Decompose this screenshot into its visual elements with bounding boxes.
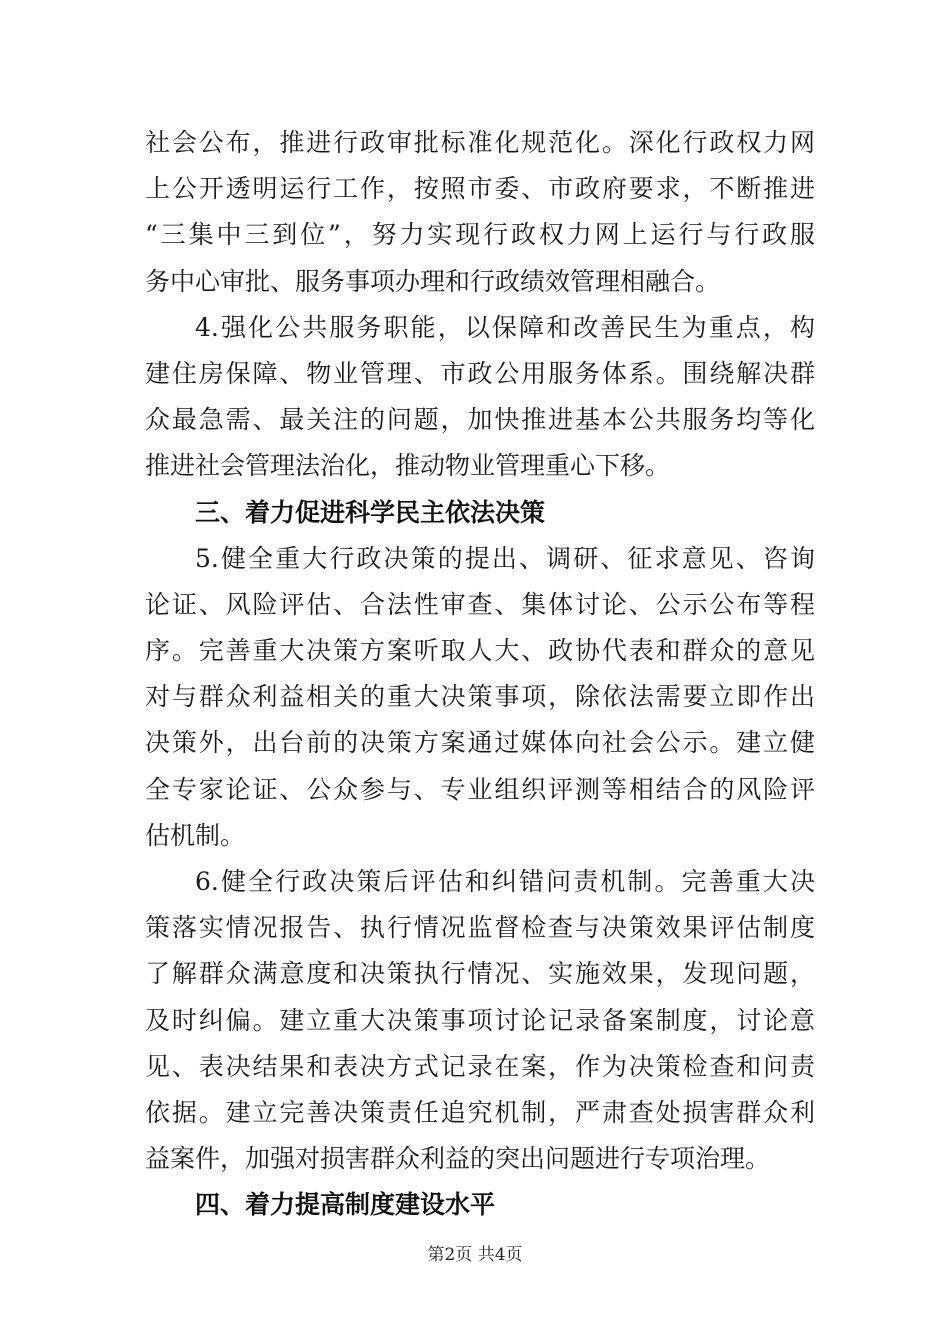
paragraph-first-line: 6.健全行政决策后评估和纠错问责机制。完善重大决 bbox=[195, 867, 815, 896]
section-heading: 三、着力促进科学民主依法决策 bbox=[195, 497, 546, 527]
paragraph-line: 建住房保障、物业管理、市政公用服务体系。围绕解决群 bbox=[145, 358, 815, 388]
paragraph-line: 益案件，加强对损害群众利益的突出问题进行专项治理。 bbox=[145, 1144, 771, 1174]
paragraph-line: 务中心审批、服务事项办理和行政绩效管理相融合。 bbox=[145, 266, 721, 296]
paragraph-line: 对与群众利益相关的重大决策事项，除依法需要立即作出 bbox=[145, 682, 815, 712]
paragraph-line: “三集中三到位”，努力实现行政权力网上运行与行政服 bbox=[145, 220, 815, 250]
paragraph-line: 序。完善重大决策方案听取人大、政协代表和群众的意见 bbox=[145, 636, 815, 666]
paragraph-line: 及时纠偏。建立重大决策事项讨论记录备案制度，讨论意 bbox=[145, 1005, 815, 1035]
paragraph-line: 估机制。 bbox=[145, 820, 246, 850]
paragraph-line: 众最急需、最关注的问题，加快推进基本公共服务均等化 bbox=[145, 405, 815, 435]
paragraph-line: 依据。建立完善决策责任追究机制，严肃查处损害群众利 bbox=[145, 1097, 815, 1127]
paragraph-line: 社会公布，推进行政审批标准化规范化。深化行政权力网 bbox=[145, 128, 815, 157]
paragraph-line: 上公开透明运行工作，按照市委、市政府要求，不断推进 bbox=[145, 174, 815, 204]
paragraph-line: 全专家论证、公众参与、专业组织评测等相结合的风险评 bbox=[145, 774, 815, 804]
document-body bbox=[145, 120, 815, 1229]
paragraph-first-line: 5.健全重大行政决策的提出、调研、征求意见、咨询 bbox=[195, 543, 815, 573]
paragraph-line: 策落实情况报告、执行情况监督检查与决策效果评估制度 bbox=[145, 913, 815, 943]
paragraph-first-line: 4.强化公共服务职能，以保障和改善民生为重点，构 bbox=[195, 312, 815, 342]
paragraph-line: 了解群众满意度和决策执行情况、实施效果，发现问题， bbox=[145, 959, 815, 989]
paragraph-line: 决策外，出台前的决策方案通过媒体向社会公示。建立健 bbox=[145, 728, 815, 758]
section-heading: 四、着力提高制度建设水平 bbox=[195, 1190, 496, 1220]
paragraph-line: 论证、风险评估、合法性审查、集体讨论、公示公布等程 bbox=[145, 589, 815, 619]
page-footer: 第2页 共4页 bbox=[427, 1245, 523, 1265]
paragraph-line: 见、表决结果和表决方式记录在案，作为决策检查和问责 bbox=[145, 1051, 815, 1081]
paragraph-line: 推进社会管理法治化，推动物业管理重心下移。 bbox=[145, 451, 671, 481]
